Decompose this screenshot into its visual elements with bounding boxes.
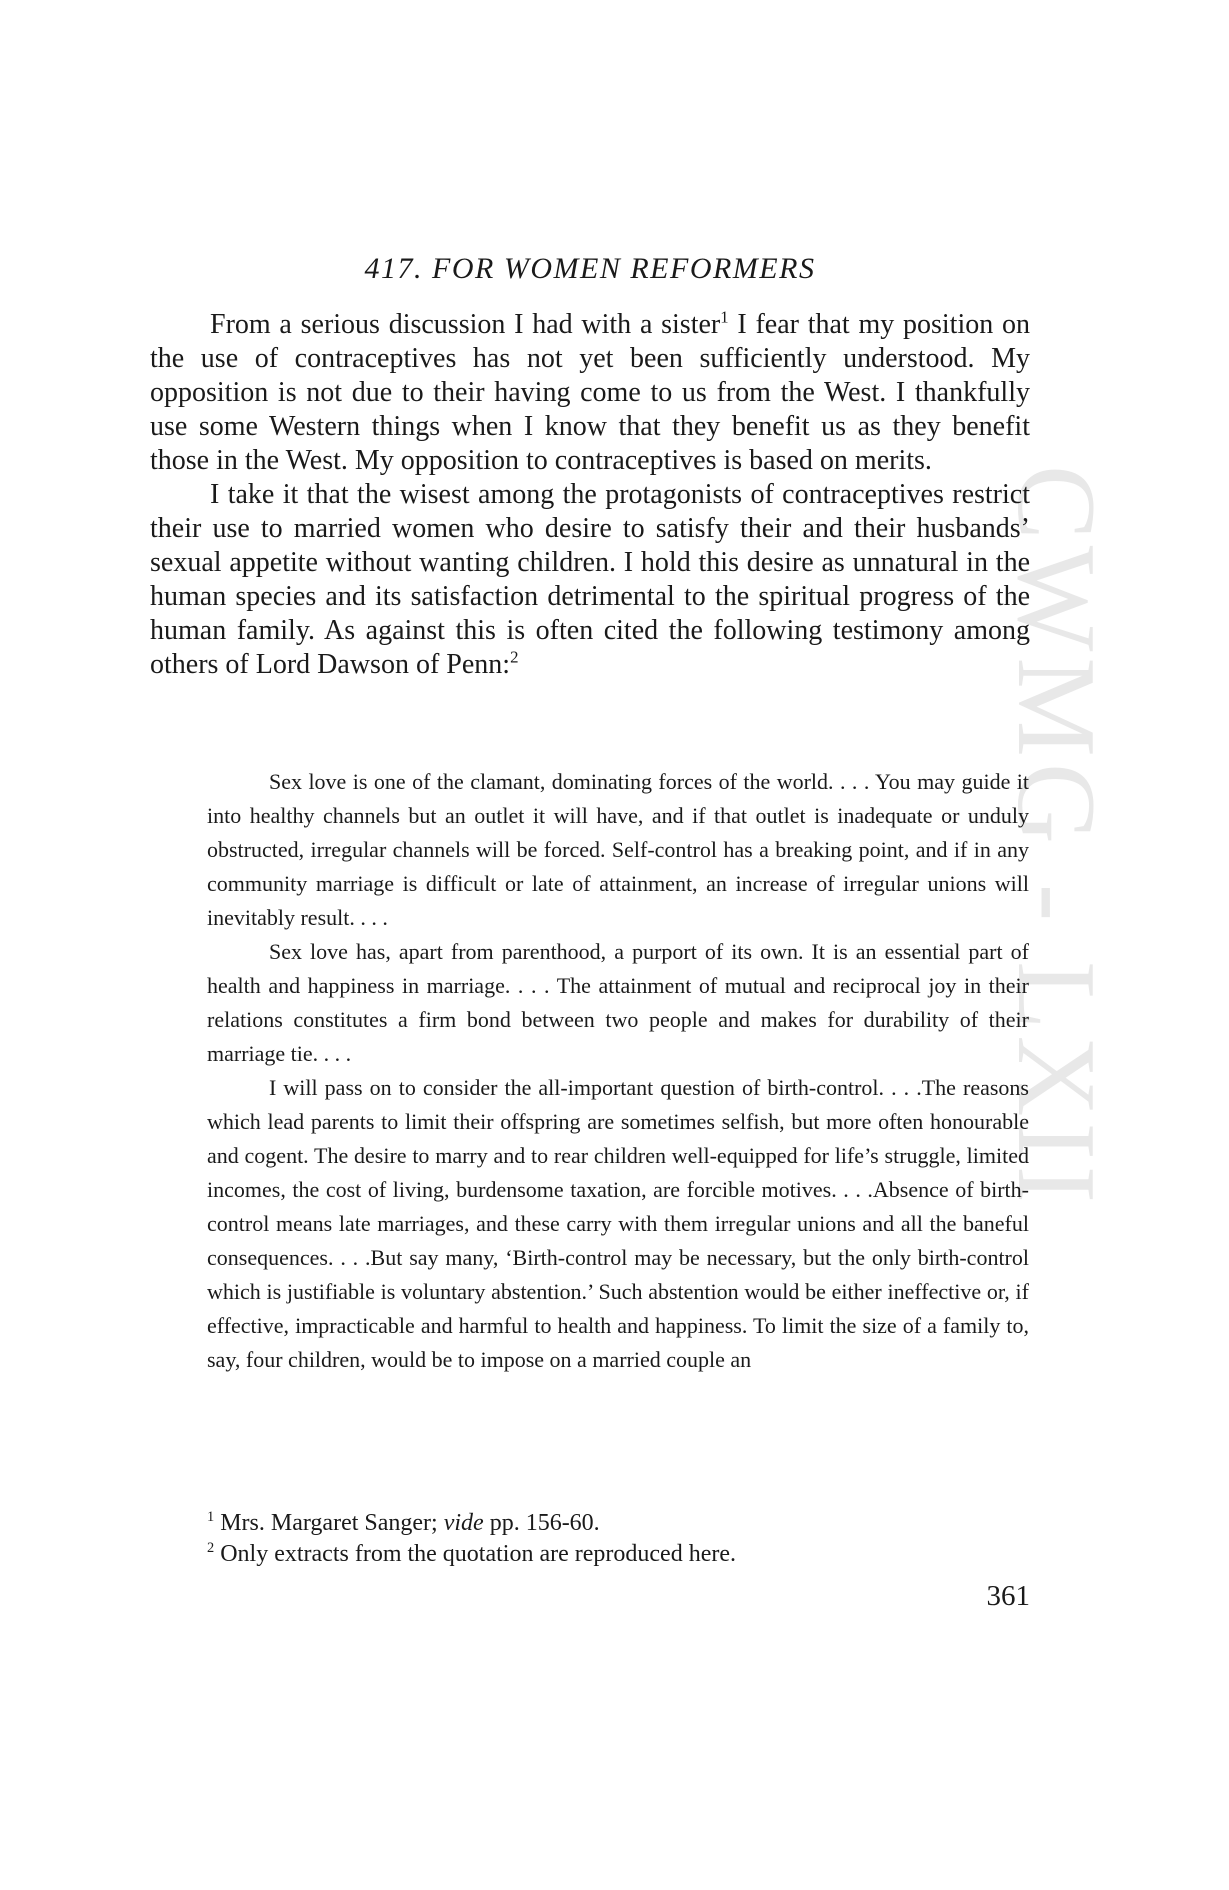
footnote-text: pp. 156-60. <box>483 1510 600 1536</box>
page-number: 361 <box>986 1580 1030 1612</box>
quote-paragraph: Sex love is one of the clamant, dominating forces of the world. . . . You may guide it into healthy channels but an outlet it will have, and if that outlet is inadequate or unduly obstructed, irregular channels will be forced. Self-control has a breaking point, and if in any community marriage is difficult or late of attainment, an increase of irregular unions will inevitably result. . . . <box>207 769 1029 930</box>
quote-paragraph: Sex love has, apart from parenthood, a purport of its own. It is an essential part of health and happiness in marriage. . . . The attainment of mutual and reciprocal joy in their relations constitutes a firm bond between two people and makes for durability of their marriage tie. . . . <box>207 939 1029 1066</box>
main-text <box>150 308 1030 682</box>
footnote-italic: vide <box>443 1510 484 1536</box>
footnote-text: Mrs. Margaret Sanger; <box>214 1510 444 1536</box>
page-title: 417. FOR WOMEN REFORMERS <box>364 252 816 285</box>
paragraph-text: From a serious discussion I had with a sister <box>210 309 721 340</box>
footnote-ref: 1 <box>720 307 729 327</box>
footnote-number: 1 <box>207 1509 215 1525</box>
quote-paragraph: I will pass on to consider the all-important question of birth-control. . . .The reasons which lead parents to limit their offspring are sometimes selfish, but more often honourable and cogent. The desire to marry and to rear children well-equipped for life’s struggle, limited incomes, the cost of living, burdensome taxation, are forcible motives. . . .Absence of birth-control means late marriages, and these carry with them irregular unions and all the baneful consequences. . . .But say many, ‘Birth-control may be necessary, but the only birth-control which is justifiable is voluntary abstention.’ Such abstention would be either ineffective or, if effective, impracticable and harmful to health and happiness. To limit the size of a family to, say, four children, would be to impose on a married couple an <box>207 1075 1029 1372</box>
footnote-number: 2 <box>207 1540 215 1556</box>
footnote <box>207 1539 1029 1570</box>
footnote-text: Only extracts from the quotation are reproduced here. <box>214 1541 736 1567</box>
footnote <box>207 1508 1029 1539</box>
paragraph-text: I take it that the wisest among the protagonists of contraceptives restrict their use to married women who desire to satisfy their and their husbands’ sexual appetite without wanting children. I hold this desire as unnatural in the human species and its satisfaction detrimental to the spiritual progress of the human family. As against this is often cited the following testimony among others of Lord Dawson of Penn: <box>150 479 1030 680</box>
block-quote <box>207 765 1029 1377</box>
watermark: CWMG - LXII <box>994 465 1118 1210</box>
paragraph <box>150 478 1030 682</box>
footnotes <box>207 1508 1029 1570</box>
footnote-ref: 2 <box>510 647 519 667</box>
paragraph <box>150 308 1030 478</box>
paragraph-text: I fear that my position on the use of contraceptives has not yet been sufficiently understood. My opposition is not due to their having come to us from the West. I thankfully use some Western things when I know that they benefit us as they benefit those in the West. My opposition to contraceptives is based on merits. <box>150 309 1030 476</box>
